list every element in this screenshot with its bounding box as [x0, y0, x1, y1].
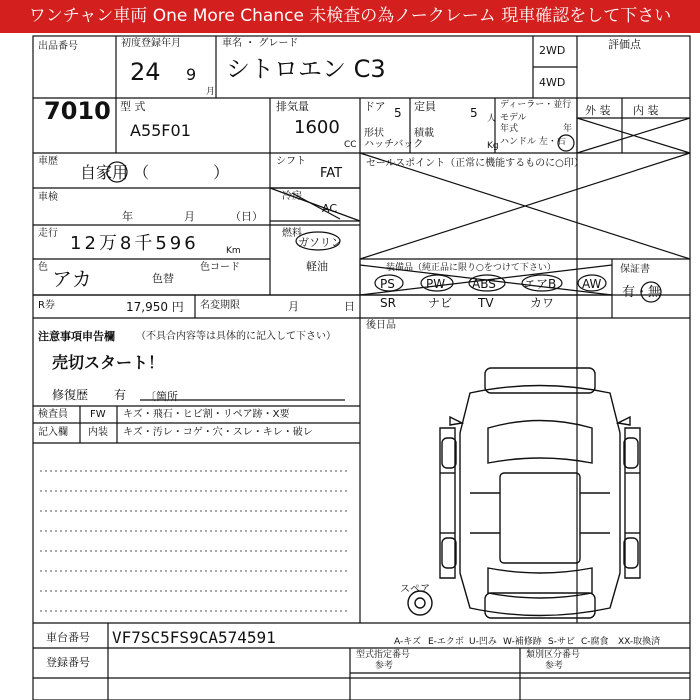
mileage-label: 走行 [38, 228, 58, 239]
repair-label: 修復歴 [52, 388, 89, 402]
equip-ps: PS [380, 277, 395, 291]
equip-airbag: エアB [524, 277, 557, 291]
registration-label: 登録番号 [46, 656, 90, 669]
name-label: 車名 ・ グレード [222, 38, 299, 49]
shape: ハッチバック [364, 139, 424, 150]
inspector-interior-text: キズ・汚レ・コゲ・穴・スレ・キレ・破レ [123, 427, 313, 438]
ref-1: 参考 [375, 661, 394, 671]
spare-label: スペア [400, 584, 430, 595]
inspector-interior: 内装 [88, 427, 108, 438]
reg-month: 9 [186, 65, 197, 84]
displacement: 1600 [294, 117, 340, 138]
legend-s: S-サビ [548, 637, 575, 647]
shape-label: 形状 [364, 128, 384, 139]
cc-unit: CC [344, 140, 357, 150]
drive-2wd: 2WD [539, 44, 566, 57]
car-name: シトロエン C3 [226, 55, 386, 83]
equip-pw: PW [426, 277, 446, 291]
inspection-label: 車検 [38, 192, 58, 203]
history-value: 自家用 （ ） [80, 163, 230, 182]
legend-c: C-腐食 [581, 637, 609, 647]
sales-points-label: セールスポイント（正常に機能するものに○印） [366, 158, 584, 169]
shift: FAT [320, 166, 343, 181]
model-year-label: モデル [500, 113, 527, 123]
equip-sr: SR [380, 296, 396, 310]
legend-w: W-補修跡 [503, 637, 542, 647]
repair-location: 〔箇所 [145, 390, 178, 403]
legend-u: U-凹み [469, 637, 497, 647]
color-change-label: 色替 [152, 272, 174, 285]
dealer-label: ディーラー・並行 [500, 100, 572, 110]
mileage-unit: Km [226, 246, 241, 256]
lot-label: 出品番号 [38, 41, 78, 52]
notes-text: 売切スタート！ [52, 353, 165, 372]
doors-label: ドア [364, 100, 386, 113]
chassis-number: VF7SC5FS9CA574591 [112, 628, 276, 647]
exterior-label: 外 装 [585, 104, 611, 117]
car-diagram [408, 368, 640, 618]
lot-number: 7010 [44, 97, 111, 125]
ac: AC [322, 202, 338, 215]
fuel-gasoline: ガソリン [298, 236, 342, 249]
mileage-value: 12万8千596 [70, 233, 199, 254]
warranty-label: 保証書 [620, 264, 650, 275]
fuel-diesel: 軽油 [306, 260, 328, 273]
model-year2-label: 年式 [500, 124, 519, 134]
shift-label: シフト [276, 156, 306, 167]
month-unit: 月 [206, 87, 216, 97]
inspector-label-2: 記入欄 [38, 427, 68, 438]
interior-label: 内 装 [633, 104, 659, 117]
model-label: 型 式 [120, 100, 146, 113]
ac-label: 冷房 [282, 191, 302, 202]
color-label: 色 [38, 262, 48, 273]
category-label: 類別区分番号 [526, 650, 581, 660]
inspection-year: 年 [122, 210, 133, 223]
expiry-month: 月 [288, 300, 299, 313]
legend-a: A-キズ [394, 637, 422, 647]
equip-aw: AW [582, 277, 602, 291]
equip-tv: TV [478, 296, 494, 310]
displacement-label: 排気量 [276, 100, 309, 113]
expiry-label: 名変期限 [200, 300, 240, 311]
model-code: A55F01 [130, 121, 191, 140]
capacity-label: 定員 [414, 100, 436, 113]
inspector-label-1: 検査員 [38, 409, 68, 420]
score-label: 評価点 [608, 38, 641, 51]
warranty: 有・無 [622, 285, 662, 300]
type-designation-label: 型式指定番号 [356, 650, 411, 660]
equip-navi: ナビ [428, 296, 453, 310]
doors: 5 [394, 106, 402, 120]
history-label: 車歴 [38, 156, 58, 167]
rear-items-label: 後日品 [366, 320, 396, 331]
notes-hint: （不具合内容等は具体的に記入して下さい） [136, 331, 336, 342]
equip-abs: ABS [472, 277, 496, 291]
repair-value: 有 [114, 388, 127, 402]
banner: ワンチャン車両 One More Chance 未検査の為ノークレーム 現車確認をして下さい [0, 0, 700, 33]
recycle-label: R券 [38, 300, 55, 311]
auction-sheet [0, 33, 700, 700]
expiry-day: 日 [344, 300, 355, 313]
inspection-day: （日） [230, 210, 263, 223]
kg-unit: Kg [487, 141, 499, 151]
ref-2: 参考 [545, 661, 564, 671]
legend-e: E-エクボ [428, 637, 464, 647]
color-value: アカ [52, 267, 92, 291]
fuel-label: 燃料 [282, 228, 302, 239]
legend-xx: XX-取換済 [618, 637, 661, 647]
load-label: 積載 [414, 128, 434, 139]
inspector-fw: FW [90, 409, 106, 420]
reg-year: 24 [130, 58, 161, 86]
drive-4wd: 4WD [539, 76, 566, 89]
capacity: 5 [470, 106, 478, 120]
inspector-fw-text: キズ・飛石・ヒビ割・リペア跡・X要 [123, 409, 290, 420]
chassis-label: 車台番号 [46, 631, 90, 644]
inspection-month: 月 [184, 210, 195, 223]
equipment-label: 装備品（純正品に限り○をつけて下さい） [386, 263, 556, 273]
first-reg-label: 初度登録年月 [121, 38, 181, 49]
equip-leather: カワ [530, 296, 555, 310]
color-code-label: 色コード [200, 262, 240, 273]
notes-label: 注意事項申告欄 [38, 330, 115, 343]
recycle-value: 17,950 円 [126, 300, 184, 314]
persons-unit: 人 [487, 114, 497, 124]
handle-label: ハンドル 左・右 [500, 137, 566, 147]
year-unit: 年 [563, 124, 573, 134]
